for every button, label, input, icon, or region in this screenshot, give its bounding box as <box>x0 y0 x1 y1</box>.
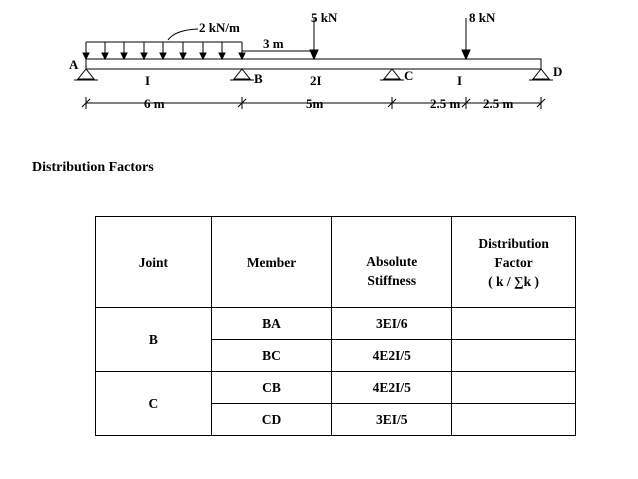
joint-cell: C <box>96 372 212 436</box>
member-cell: CB <box>211 372 332 404</box>
load-offset-label: 3 m <box>263 36 284 51</box>
table-row <box>96 308 576 340</box>
support-d <box>529 69 553 80</box>
member-label-cd: I <box>457 73 463 88</box>
support-b <box>230 69 254 80</box>
point-load-label: 8 kN <box>469 10 496 25</box>
stiffness-cell: 3EI/6 <box>332 308 452 340</box>
beam <box>86 59 541 69</box>
header-df-line: ( k / ∑k ) <box>488 273 540 289</box>
header-distribution-factor <box>452 217 576 308</box>
point-load-label: 5 kN <box>311 10 338 25</box>
distributed-load <box>83 42 245 59</box>
header-absolute-stiffness <box>332 217 452 308</box>
member-label-ab: I <box>145 73 151 88</box>
span-label: 6 m <box>144 96 165 111</box>
section-title: Distribution Factors <box>32 160 154 175</box>
header-member <box>211 217 332 308</box>
span-label: 2.5 m <box>430 96 461 111</box>
df-cell <box>452 340 576 372</box>
joint-cell: B <box>96 308 212 372</box>
support-label-d: D <box>553 64 563 79</box>
df-cell <box>452 308 576 340</box>
load-label-leader <box>168 29 198 40</box>
header-joint-label: Joint <box>138 254 168 270</box>
distributed-load-label: 2 kN/m <box>199 20 240 35</box>
span-label: 5m <box>306 96 324 111</box>
header-df-line: Distribution <box>478 235 549 251</box>
support-label-c: C <box>404 68 414 83</box>
member-cell: BC <box>211 340 332 372</box>
table-row <box>96 372 576 404</box>
member-cell: BA <box>211 308 332 340</box>
support-c <box>380 69 404 80</box>
header-df-line: Factor <box>494 254 533 270</box>
support-label-a: A <box>69 57 79 72</box>
df-cell <box>452 372 576 404</box>
table-header-row <box>96 217 576 308</box>
header-stiffness-line: Stiffness <box>367 273 417 288</box>
header-member-label: Member <box>246 254 297 270</box>
stiffness-cell: 4E2I/5 <box>332 340 452 372</box>
stiffness-cell: 4E2I/5 <box>332 372 452 404</box>
stiffness-cell: 3EI/5 <box>332 404 452 436</box>
support-label-b: B <box>254 71 263 86</box>
member-cell: CD <box>211 404 332 436</box>
header-stiffness-line: Absolute <box>366 254 418 269</box>
distribution-factor-table <box>95 216 576 436</box>
span-label: 2.5 m <box>483 96 514 111</box>
header-joint <box>96 217 212 308</box>
beam-diagram <box>0 0 638 150</box>
member-label-bc: 2I <box>310 73 322 88</box>
df-cell <box>452 404 576 436</box>
